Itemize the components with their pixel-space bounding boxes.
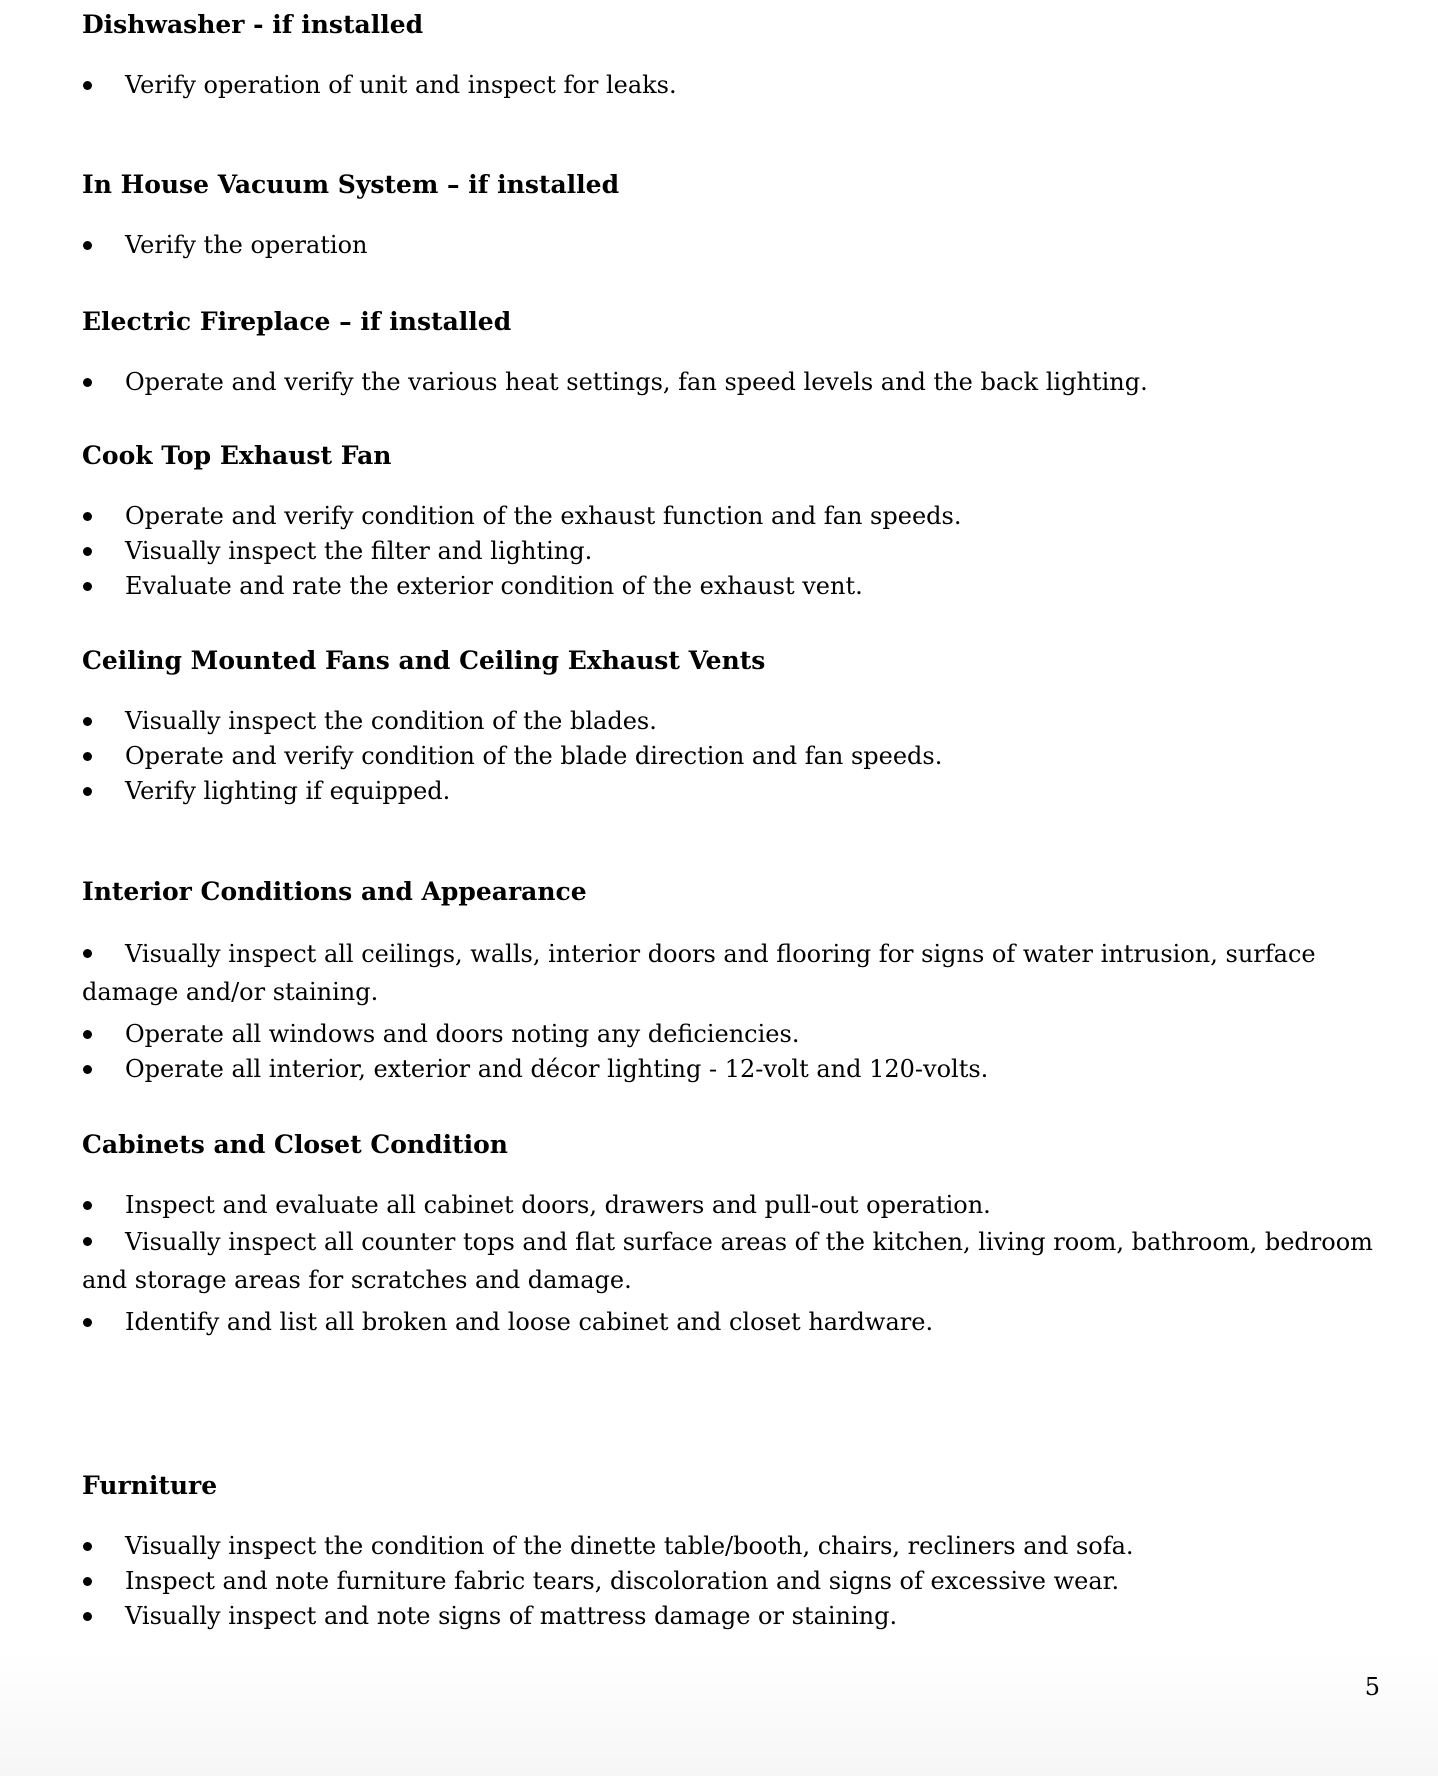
section-heading: Electric Fireplace – if installed [82,307,512,336]
list-item: Operate and verify condition of the exhaust function and fan speeds. [82,499,1382,534]
section-heading: Cook Top Exhaust Fan [82,441,392,470]
section-interior-conditions [82,877,1382,1087]
list-item: Operate all windows and doors noting any deficiencies. [82,1017,1382,1052]
list-item: Visually inspect all ceilings, walls, interior doors and flooring for signs of water intrusion, surface damage and/or staining. [82,935,1382,1011]
bullet-list [82,228,1382,263]
list-item: Inspect and note furniture fabric tears, discoloration and signs of excessive wear. [82,1564,1382,1599]
bullet-list [82,68,1382,103]
section-cabinets [82,1130,1382,1340]
bullet-list [82,1188,1382,1340]
bullet-list [82,1529,1382,1634]
list-item: Visually inspect all counter tops and flat surface areas of the kitchen, living room, bathroom, bedroom and storage areas for scratches and damage. [82,1223,1382,1299]
section-ceiling-fans [82,646,1382,809]
section-heading: Dishwasher - if installed [82,10,424,39]
bullet-list [82,704,1382,809]
page-number: 5 [1364,1673,1380,1701]
section-fireplace [82,307,1382,400]
list-item: Visually inspect the condition of the dinette table/booth, chairs, recliners and sofa. [82,1529,1382,1564]
bullet-list [82,935,1382,1087]
list-item: Visually inspect the condition of the blades. [82,704,1382,739]
list-item: Verify operation of unit and inspect for leaks. [82,68,1382,103]
list-item: Inspect and evaluate all cabinet doors, drawers and pull-out operation. [82,1188,1382,1223]
section-heading: Cabinets and Closet Condition [82,1130,508,1159]
list-item: Operate and verify the various heat settings, fan speed levels and the back lighting. [82,365,1382,400]
list-item: Identify and list all broken and loose cabinet and closet hardware. [82,1305,1382,1340]
list-item: Verify the operation [82,228,1382,263]
list-item: Visually inspect the filter and lighting. [82,534,1382,569]
section-heading: In House Vacuum System – if installed [82,170,620,199]
bullet-list [82,365,1382,400]
list-item: Evaluate and rate the exterior condition of the exhaust vent. [82,569,1382,604]
section-vacuum [82,170,1382,263]
section-heading: Ceiling Mounted Fans and Ceiling Exhaust Vents [82,646,766,675]
section-exhaust-fan [82,441,1382,604]
section-furniture [82,1471,1382,1634]
list-item: Verify lighting if equipped. [82,774,1382,809]
section-heading: Furniture [82,1471,218,1500]
section-heading: Interior Conditions and Appearance [82,877,587,906]
list-item: Visually inspect and note signs of mattress damage or staining. [82,1599,1382,1634]
bullet-list [82,499,1382,604]
list-item: Operate all interior, exterior and décor lighting - 12-volt and 120-volts. [82,1052,1382,1087]
section-dishwasher [82,10,1382,103]
list-item: Operate and verify condition of the blade direction and fan speeds. [82,739,1382,774]
